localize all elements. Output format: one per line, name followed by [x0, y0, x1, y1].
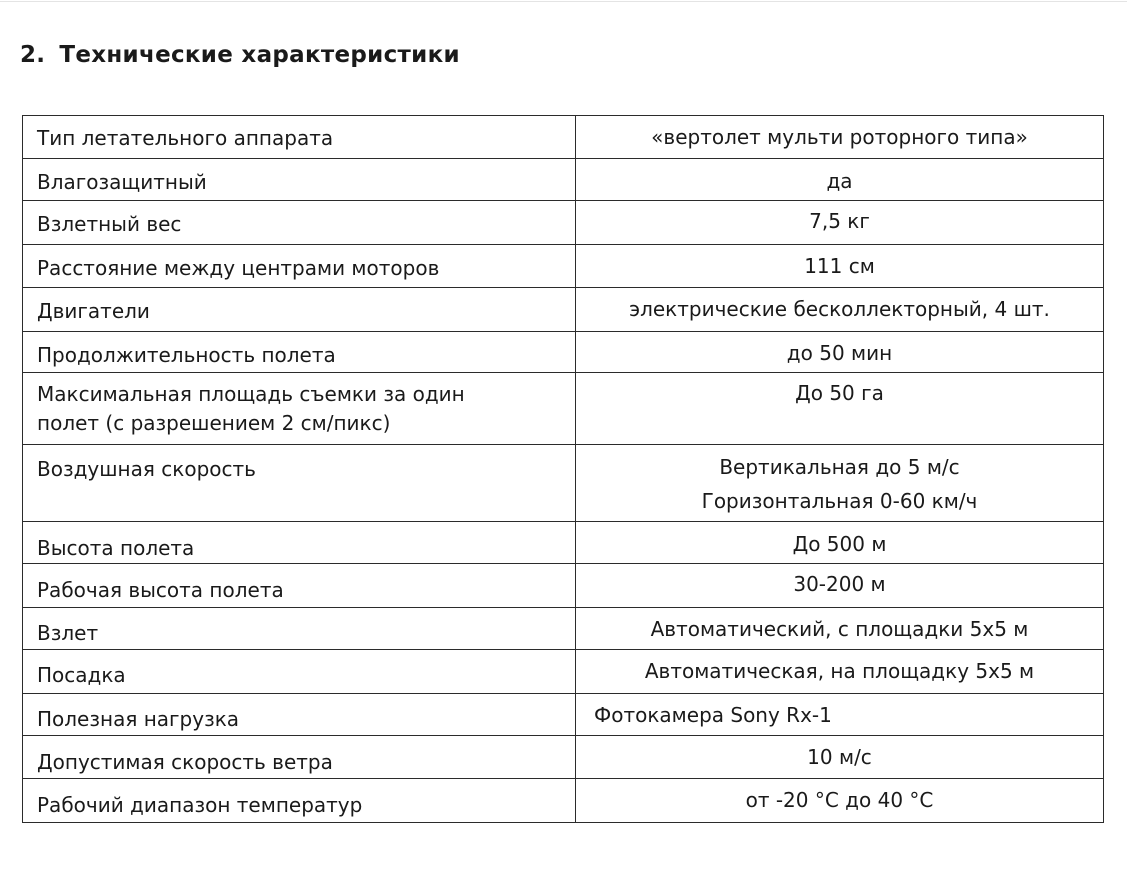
parameter-cell: [23, 445, 576, 522]
parameter-label: Посадка: [37, 663, 126, 687]
parameter-label: Рабочий диапазон температур: [37, 793, 363, 817]
parameter-cell: [23, 608, 576, 650]
value-text: Фотокамера Sony Rx-1: [594, 703, 832, 727]
parameter-label: Воздушная скорость: [37, 457, 256, 481]
value-text: До 50 га: [795, 381, 884, 405]
page-top-rule: [0, 1, 1127, 2]
table-row: [23, 736, 1104, 779]
value-text: 7,5 кг: [809, 209, 870, 233]
parameter-cell: [23, 694, 576, 736]
value-text-line: Вертикальная до 5 м/с: [719, 455, 960, 479]
value-text: до 50 мин: [786, 341, 893, 365]
parameter-cell: [23, 201, 576, 245]
parameter-cell: [23, 779, 576, 823]
parameter-label: Рабочая высота полета: [37, 578, 284, 602]
parameter-cell: [23, 116, 576, 159]
parameter-cell: [23, 288, 576, 332]
parameter-cell: [23, 332, 576, 373]
table-row: [23, 373, 1104, 445]
parameter-cell: [23, 522, 576, 564]
table-row: [23, 288, 1104, 332]
value-text: Автоматический, с площадки 5x5 м: [650, 617, 1029, 641]
parameter-cell: [23, 373, 576, 445]
parameter-cell: [23, 564, 576, 608]
table-row: [23, 201, 1104, 245]
parameter-cell: [23, 159, 576, 201]
table-row: [23, 608, 1104, 650]
parameter-label: Полезная нагрузка: [37, 707, 240, 731]
value-cell: [576, 159, 1104, 201]
parameter-label-line: полет (с разрешением 2 см/пикс): [37, 411, 391, 435]
value-cell: [576, 373, 1104, 445]
value-cell: [576, 445, 1104, 522]
parameter-label: Расстояние между центрами моторов: [37, 256, 440, 280]
table-row: [23, 522, 1104, 564]
table-row: [23, 564, 1104, 608]
parameter-label: Двигатели: [37, 299, 150, 323]
table-row: [23, 650, 1104, 694]
value-cell: [576, 564, 1104, 608]
value-cell: [576, 288, 1104, 332]
parameter-label-line: Максимальная площадь съемки за один: [37, 382, 465, 406]
value-cell: [576, 779, 1104, 823]
section-heading: [20, 42, 460, 68]
value-cell: [576, 116, 1104, 159]
table-row: [23, 245, 1104, 288]
value-cell: [576, 245, 1104, 288]
parameter-label: Допустимая скорость ветра: [37, 750, 333, 774]
value-text: Автоматическая, на площадку 5x5 м: [644, 659, 1035, 683]
parameter-label: Взлет: [37, 621, 99, 645]
parameter-cell: [23, 245, 576, 288]
table-row: [23, 116, 1104, 159]
specifications-table: [22, 115, 1104, 823]
value-cell: [576, 332, 1104, 373]
parameter-label: Влагозащитный: [37, 170, 207, 194]
parameter-label: Продолжительность полета: [37, 343, 336, 367]
value-text: 10 м/с: [807, 745, 872, 769]
table-row: [23, 694, 1104, 736]
parameter-label: Взлетный вес: [37, 212, 182, 236]
table-row: [23, 332, 1104, 373]
value-text-line: Горизонтальная 0-60 км/ч: [701, 489, 978, 513]
parameter-cell: [23, 736, 576, 779]
parameter-cell: [23, 650, 576, 694]
section-number: 2.: [20, 42, 46, 68]
value-text: «вертолет мульти роторного типа»: [651, 125, 1028, 149]
value-text: 30-200 м: [793, 572, 886, 596]
value-cell: [576, 694, 1104, 736]
value-text: До 500 м: [792, 532, 887, 556]
value-cell: [576, 201, 1104, 245]
section-title: Технические характеристики: [59, 42, 460, 68]
parameter-label: Высота полета: [37, 536, 195, 560]
value-cell: [576, 608, 1104, 650]
value-text: электрические бесколлекторный, 4 шт.: [629, 297, 1050, 321]
table-row: [23, 779, 1104, 823]
value-cell: [576, 736, 1104, 779]
parameter-label: Тип летательного аппарата: [37, 126, 334, 150]
value-text: от -20 °С до 40 °С: [745, 788, 934, 812]
value-cell: [576, 522, 1104, 564]
value-text: 111 см: [804, 254, 875, 278]
table-row: [23, 445, 1104, 522]
table-row: [23, 159, 1104, 201]
value-cell: [576, 650, 1104, 694]
value-text: да: [826, 169, 853, 193]
